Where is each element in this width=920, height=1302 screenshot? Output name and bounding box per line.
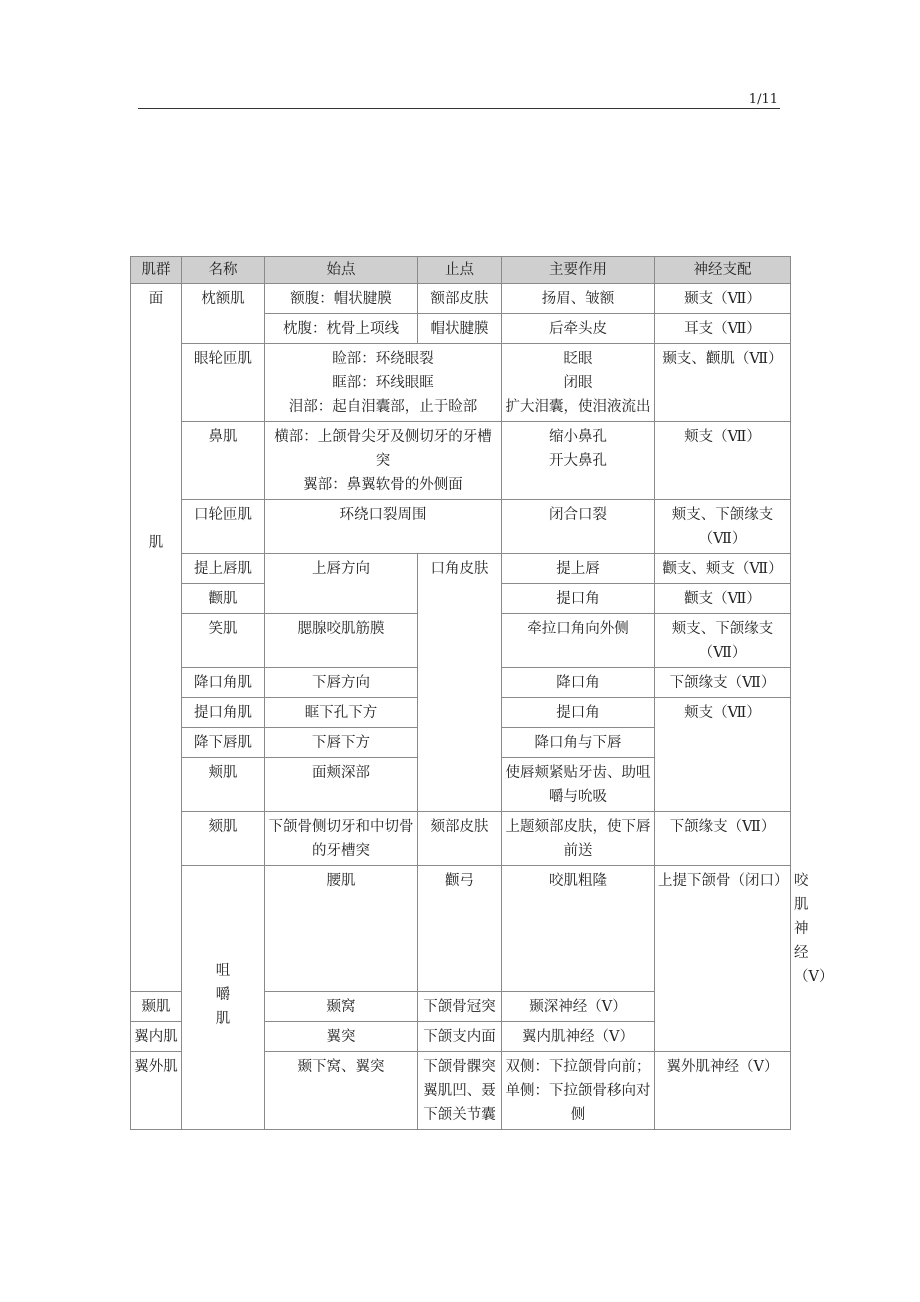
header-rule (138, 108, 780, 109)
group-label: 肌 (148, 535, 164, 551)
insertion-cell: 额部皮肤 (418, 284, 502, 314)
header-name: 名称 (182, 257, 265, 284)
insertion-cell: 咬肌粗隆 (502, 866, 655, 992)
muscle-name: 笑肌 (182, 614, 265, 668)
page-number: 1/11 (748, 92, 778, 107)
nerve-cell: 颊支、下颌缘支（Ⅶ） (655, 614, 791, 668)
header-insertion: 止点 (418, 257, 502, 284)
action-cell: 提口角 (502, 584, 655, 614)
group-label: 面 (148, 291, 164, 307)
action-cell: 使唇颊紧贴牙齿、助咀嚼与吮吸 (502, 758, 655, 812)
origin-cell: 颞下窝、翼突 (265, 1052, 418, 1130)
muscle-name: 降下唇肌 (182, 728, 265, 758)
origin-cell: 颧弓 (418, 866, 502, 992)
table-row (131, 500, 791, 554)
action-cell: 扬眉、皱额 (502, 284, 655, 314)
origin-line: 泪部：起自泪囊部，止于睑部 (288, 399, 478, 415)
origin-cell: 下唇方向 (265, 668, 418, 698)
action-cell: 降口角 (502, 668, 655, 698)
action-line: 扩大泪囊，使泪液流出 (505, 399, 651, 415)
action-cell: 闭合口裂 (502, 500, 655, 554)
origin-cell: 眶下孔下方 (265, 698, 418, 728)
muscle-name: 颊肌 (182, 758, 265, 812)
action-cell: 提口角 (502, 698, 655, 728)
muscle-name: 枕额肌 (182, 284, 265, 344)
insertion-cell: 颏部皮肤 (418, 812, 502, 866)
header-nerve: 神经支配 (655, 257, 791, 284)
nerve-cell: 颞深神经（Ⅴ） (502, 992, 655, 1022)
muscle-name: 降口角肌 (182, 668, 265, 698)
insertion-cell: 下颌支内面 (418, 1022, 502, 1052)
action-cell: 牵拉口角向外侧 (502, 614, 655, 668)
action-line: 双侧：下拉颌骨向前； (505, 1059, 651, 1075)
action-line: 单侧：下拉颌骨移向对侧 (505, 1083, 651, 1123)
action-line: 闭眼 (563, 375, 593, 391)
group-label: 嚼 (215, 987, 231, 1003)
action-line: 眨眼 (563, 351, 593, 367)
nerve-cell: 颧支、颊支（Ⅶ） (655, 554, 791, 584)
table-header-row (131, 257, 791, 284)
origin-cell: 枕腹：枕骨上项线 (265, 314, 418, 344)
origin-line: 睑部：环绕眼裂 (332, 351, 434, 367)
origin-cell (265, 344, 502, 422)
origin-cell: 额腹：帽状腱膜 (265, 284, 418, 314)
origin-cell: 下颌骨侧切牙和中切骨的牙槽突 (265, 812, 418, 866)
action-cell: 提上唇 (502, 554, 655, 584)
insertion-cell: 下颌骨髁突翼肌凹、聂下颌关节囊 (418, 1052, 502, 1130)
action-line: 缩小鼻孔 (549, 429, 607, 445)
nerve-cell: 颞支（Ⅶ） (655, 284, 791, 314)
action-cell: 上题颏部皮肤，使下唇前送 (502, 812, 655, 866)
action-line: 开大鼻孔 (549, 453, 607, 469)
origin-line: 眶部：环线眼眶 (332, 375, 434, 391)
muscle-table (130, 256, 834, 1130)
nerve-cell: 颊支（Ⅶ） (655, 422, 791, 500)
muscle-name: 腰肌 (265, 866, 418, 992)
action-cell: 上提下颌骨（闭口） (655, 866, 791, 1052)
nerve-cell: 翼外肌神经（Ⅴ） (655, 1052, 791, 1130)
muscle-name: 口轮匝肌 (182, 500, 265, 554)
muscle-name: 翼内肌 (131, 1022, 182, 1052)
muscle-name: 鼻肌 (182, 422, 265, 500)
nerve-cell: 颊支、下颌缘支（Ⅶ） (655, 500, 791, 554)
muscle-name: 提上唇肌 (182, 554, 265, 584)
nerve-cell: 翼内肌神经（Ⅴ） (502, 1022, 655, 1052)
group-label: 肌 (215, 1011, 231, 1027)
muscle-name: 颞肌 (131, 992, 182, 1022)
table-row: 咀 嚼 肌 腰肌 颧弓 咬肌粗隆 上提下颌骨（闭口） 咬肌神经（Ⅴ） (131, 866, 791, 992)
origin-cell: 下唇下方 (265, 728, 418, 758)
table-row (131, 554, 791, 584)
group-masticatory-muscles (182, 866, 265, 1130)
origin-cell: 腮腺咬肌筋膜 (265, 614, 418, 668)
action-cell: 降口角与下唇 (502, 728, 655, 758)
insertion-cell: 下颌骨冠突 (418, 992, 502, 1022)
muscle-name: 翼外肌 (131, 1052, 182, 1130)
header-action: 主要作用 (502, 257, 655, 284)
nerve-cell: 颊支（Ⅶ） (655, 698, 791, 812)
muscle-name: 颏肌 (182, 812, 265, 866)
insertion-cell: 口角皮肤 (418, 554, 502, 812)
origin-line: 翼部：鼻翼软骨的外侧面 (303, 477, 463, 493)
insertion-cell: 帽状腱膜 (418, 314, 502, 344)
muscle-name: 颧肌 (182, 584, 265, 614)
table-row (131, 284, 791, 314)
header-origin: 始点 (265, 257, 418, 284)
nerve-cell: 颧支（Ⅶ） (655, 584, 791, 614)
origin-cell: 上唇方向 (265, 554, 418, 614)
muscle-name: 提口角肌 (182, 698, 265, 728)
action-cell (502, 422, 655, 500)
origin-line: 横部：上颌骨尖牙及侧切牙的牙槽突 (274, 429, 492, 469)
muscle-name: 眼轮匝肌 (182, 344, 265, 422)
nerve-cell: 颞支、颧肌（Ⅶ） (655, 344, 791, 422)
origin-cell: 环绕口裂周围 (265, 500, 502, 554)
action-cell: 后牵头皮 (502, 314, 655, 344)
action-cell (502, 344, 655, 422)
nerve-cell: 下颌缘支（Ⅶ） (655, 668, 791, 698)
action-cell (502, 1052, 655, 1130)
header-group: 肌群 (131, 257, 182, 284)
table-row (131, 422, 791, 500)
nerve-cell: 耳支（Ⅶ） (655, 314, 791, 344)
group-label: 咀 (215, 963, 231, 979)
nerve-cell: 下颌缘支（Ⅶ） (655, 812, 791, 866)
table-row (131, 344, 791, 422)
origin-cell: 翼突 (265, 1022, 418, 1052)
origin-cell: 面颊深部 (265, 758, 418, 812)
origin-cell: 颞窝 (265, 992, 418, 1022)
group-facial-muscles (131, 284, 182, 992)
origin-cell (265, 422, 502, 500)
table-row (131, 812, 791, 866)
